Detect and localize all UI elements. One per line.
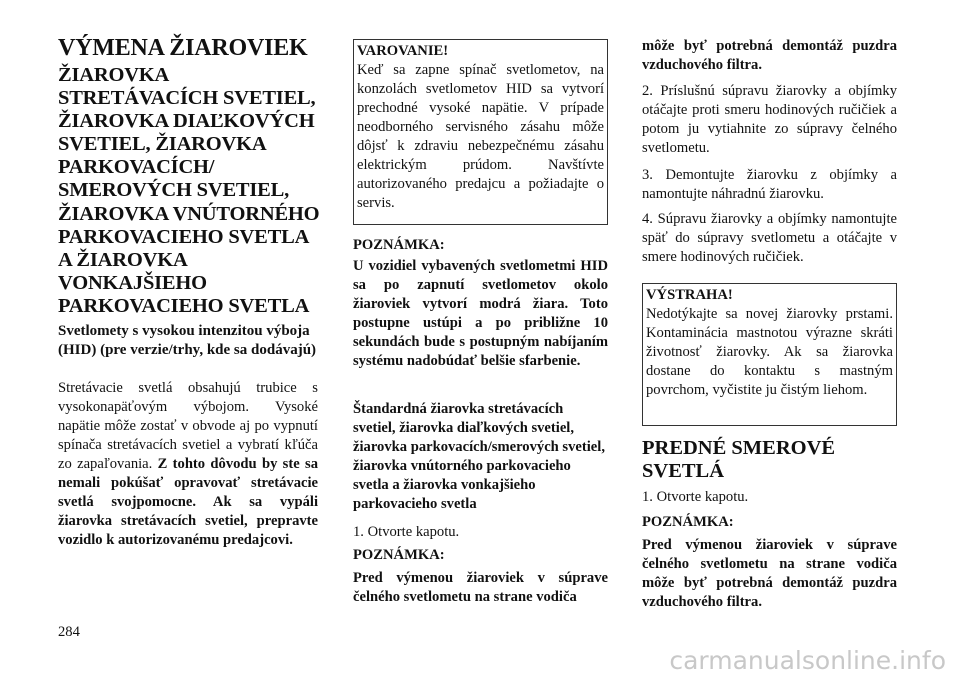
note1-title: POZNÁMKA: [353,237,445,253]
hid-text-normal: Stretávacie svetlá obsahujú trubice s vysokonapäťovým výbojom. Vysoké napätie môže zostať v obvode aj po vypnutí spínača stretávacích svetiel a vybratí kľúča zo zapaľovania. [58,380,318,472]
warning-text: Keď sa zapne spínač svetlometov, na konzolách svetlometov HID sa vytvorí prechodné vysoké napätie. V prípade neodborného servisného zásahu môže dôjsť k zdraviu nebezpečnému zásahu elektrickým prúdom. Navštívte autorizovaného predajcu a požiadajte o servis. [357,62,604,211]
step-3: 3. Demontujte žiarovku z objímky a namontujte náhradnú žiarovku. [642,167,897,202]
watermark: carmanualsonline.info [669,646,946,675]
step-1: 1. Otvorte kapotu. [353,524,460,540]
turn-note-text: Pred výmenou žiaroviek v súprave čelného svetlometu na strane vodiča môže byť potrebná demontáž puzdra vzduchového filtra. [642,537,897,610]
continued-text: môže byť potrebná demontáž puzdra vzduchového filtra. [642,38,897,73]
front-turn-signals-heading: PREDNÉ SMEROVÉ SVETLÁ [642,437,836,482]
standard-bulb-heading: Štandardná žiarovka stretávacích svetiel, žiarovka diaľkových svetiel, žiarovka parkovacích/smerových svetiel, žiarovka vnútorného parkovacieho svetla a žiarovka vonkajšieho parkovacieho svetla [353,401,605,512]
hid-subheading: Svetlomety s vysokou intenzitou výboja (HID) (pre verzie/trhy, kde sa dodávajú) [58,323,317,358]
note2-title: POZNÁMKA: [353,547,445,563]
warning-box [353,39,608,225]
turn-step-1: 1. Otvorte kapotu. [642,489,749,505]
caution-box [642,283,897,426]
hid-paragraph [58,379,318,550]
note2-text: Pred výmenou žiaroviek v súprave čelného svetlometu na strane vodiča [353,570,608,605]
turn-note-title: POZNÁMKA: [642,514,734,530]
page-number: 284 [58,624,80,640]
hid-text-bold: Z tohto dôvodu by ste sa nemali pokúšať opravovať stretávacie svetlá svojpomocne. Ak sa vypáli žiarovka stretávacích svetiel, prepravte vozidlo k autorizovanému predajcovi. [58,456,318,548]
caution-text: Nedotýkajte sa novej žiarovky prstami. Kontaminácia mastnotou výrazne skráti životnosť žiarovky. Ak sa žiarovka dostane do kontaktu s mastným povrchom, vyčistite ju čistým liehom. [646,306,893,398]
step-4: 4. Súpravu žiarovky a objímky namontujte späť do súpravy svetlometu a otáčajte v smere hodinových ručičiek. [642,211,897,265]
step-2: 2. Príslušnú súpravu žiarovky a objímky otáčajte proti smeru hodinových ručičiek a potom ju vytiahnite zo súpravy čelného svetlometu. [642,83,897,156]
section-heading-bulbs: ŽIAROVKA STRETÁVACÍCH SVETIEL, ŽIAROVKA DIAĽKOVÝCH SVETIEL, ŽIAROVKA PARKOVACÍCH/ SMEROVÝCH SVETIEL, ŽIAROVKA VNÚTORNÉHO PARKOVACIEHO SVETLA A ŽIAROVKA VONKAJŠIEHO PARKOVACIEHO SVETLA [58,64,320,317]
caution-title: VÝSTRAHA! [646,287,733,303]
note1-text: U vozidiel vybavených svetlometmi HID sa po zapnutí svetlometov okolo žiaroviek vytvorí modrá žiara. Toto postupne ustúpi a po približne 10 sekundách bude s postupným nabíjaním systému nadobúdať belšie sfarbenie. [353,258,608,369]
page-title: VÝMENA ŽIAROVIEK [58,35,308,61]
warning-title: VAROVANIE! [357,43,449,59]
